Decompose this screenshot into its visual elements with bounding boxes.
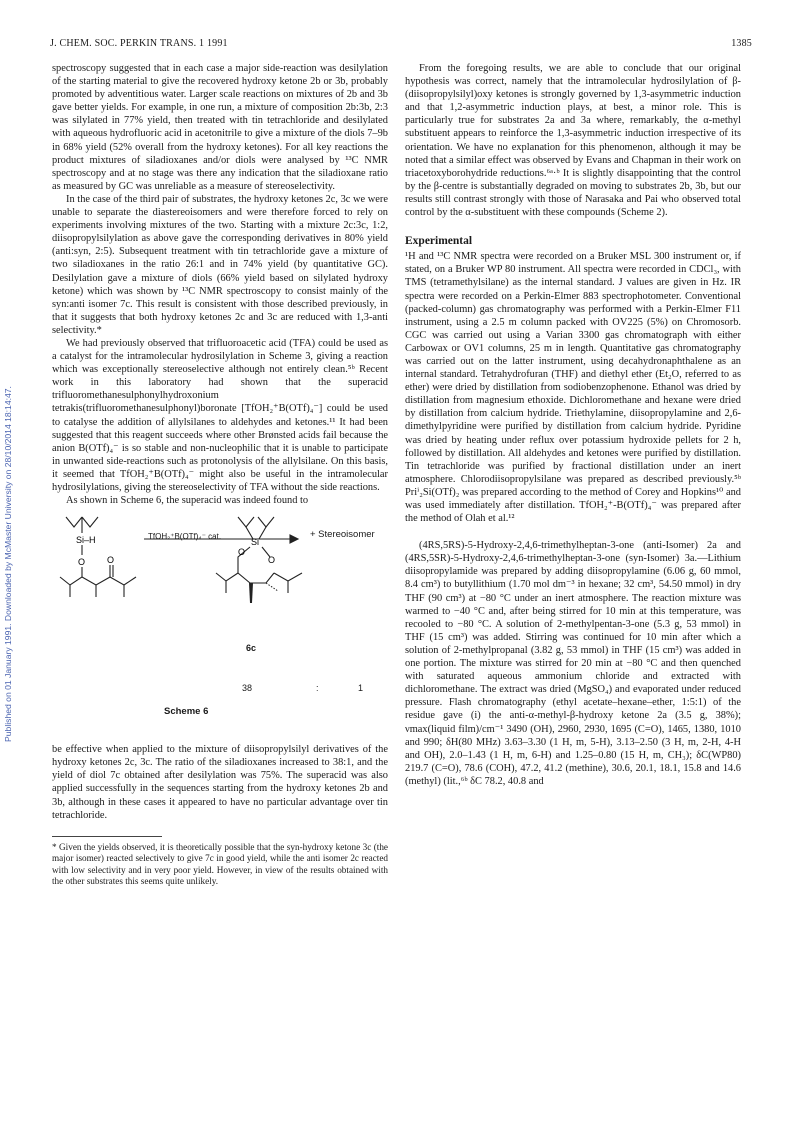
paragraph: In the case of the third pair of substrates, the hydroxy ketones 2c, 3c we were unable to separate the diastereoisomers and were therefore forced to rely on experiments involving mixtures of the two. Starting with a mixture 2c:3c, 1:2, diisopropylsilylation as above gave the corresponding derivatives in 80% yield (anti:syn, 2:5). Subsequent treatment with tin tetrachloride gave a mixture of two siladioxanes in the ratio 26:1 and in 74% yield (by quantitative GC). Desilylation gave a mixture of diols (66% yield based on silylated hydroxy ketone) which was shown by ¹³C NMR spectroscopy to consist mainly of the syn:anti isomer 7c. This result is consistent with those described previously, in that it suggests that both hydroxy ketones 2c and 3c are reduced with 1,3-anti selectivity.* [52, 193, 388, 336]
atom-oxygen: O [78, 557, 86, 568]
page-number: 1385 [731, 38, 752, 49]
carbon-chain [82, 577, 110, 585]
reagent-label: TfOH₂⁺B(OTf)₄⁻ cat. [148, 532, 222, 542]
download-watermark [2, 0, 14, 1127]
paragraph: We had previously observed that trifluoroacetic acid (TFA) could be used as a catalyst for the intramolecular hydrosilylation in Scheme 3, giving a reaction which was exceptionally stereoselective although not entirely clean.⁵ᵇ Recent work in this laboratory had shown that the superacid trifluoromethanesulphonylhydroxonium tetrakis(trifluoromethanesulphonyl)boronate [TfOH₂⁺B(OTf)₄⁻] could be used to catalyse the addition of allylsilanes to aldehydes and ketones.¹¹ It had been suggested that this reagent succeeds where other Brønsted acids fail because the anion B(OTf)₄⁻ is so stable and non-nucleophilic that it is unable to participate in unwanted side-reactions such as protonolysis of the allylsilane. On this basis, it seemed that TfOH₂⁺B(OTf)₄⁻ might also be useful in the intramolecular hydrosilylations, giving the stereoselectivity of TFA without the side reactions. [52, 337, 388, 493]
carbon-chain [110, 577, 136, 585]
atom-si-h: Si–H [76, 535, 96, 546]
paragraph: From the foregoing results, we are able to conclude that our original hypothesis was correct, namely that the intramolecular hydrosilylation of β-(diisopropylsilyl)oxy ketones is strongly governed by 1,3-asymmetric induction and that 1,2-asymmetric induction plays, at best, a minor role. This is particularly true for substrates 2a and 3a where, remarkably, the α-methyl substituent appears to reinforce the 1,3-asymmetric induction irrespective of its orientation. We have no explanation for this phenomenon, although it may be noted that a similar effect was observed by Evans and Chapman in their work on triacetoxyborohydride reductions.⁶ᵃ·ᵇ It is slightly disappointing that the control by the β-centre is substantially degraded on moving to substrates 2b, 3b, but our results still contrast strongly with those of Narasaka and Pai who observed total control by the α-substituent with these compounds (Scheme 2). [405, 63, 741, 219]
isopropyl-bond [238, 517, 254, 527]
footnote-divider [52, 836, 162, 837]
paragraph: be effective when applied to the mixture of diisopropylsilyl derivatives of the hydroxy ketones 2c, 3c. The ratio of the siladioxanes increased to 38:1, and the yield of diol 7c obtained after desilylation was 75%. The superacid was also applied successfully in the sequences starting from the hydroxy ketones 2b and 3b, although in these cases it appeared to have no particular advantage over tin tetrachloride. [52, 744, 388, 821]
atom-oxygen: O [107, 555, 115, 566]
scheme-caption: Scheme 6 [164, 706, 209, 718]
paragraph: As shown in Scheme 6, the superacid was indeed found to [66, 495, 309, 507]
journal-title: J. CHEM. SOC. PERKIN TRANS. 1 1991 [50, 38, 228, 49]
isopropyl-bond [258, 517, 274, 527]
compound-label: 6c [246, 643, 257, 654]
hashed-bond [266, 583, 278, 591]
running-head [50, 38, 752, 52]
atom-oxygen: O [238, 547, 246, 558]
arrowhead [290, 535, 298, 543]
section-heading: Experimental [405, 235, 473, 248]
ratio-major: 38 [242, 683, 253, 694]
paragraph: spectroscopy suggested that in each case a major side-reaction was desilylation of the starting material to give the recovered hydroxy ketone 2b or 3b, probably promoted by adventitious water. Larger scale reactions on mixtures of 2b and 3b gave better yields. For example, in one run, a mixture of composition 2b:3b, 2:3 was silylated in 77% yield, then treated with tin tetrachloride and desilylated with aqueous hydrofluoric acid in acetonitrile to give a mixture of the diols 7–9b in 68% yield (52% overall from the hydroxy ketones). For all key reactions the product mixtures of siladioxanes and/or diols were analysed by ¹³C NMR spectroscopy and at no stage was there any indication that the siladioxane ratio as measured by GC was unreliable as a measure of stereoselectivity. [52, 63, 388, 192]
ratio-minor: 1 [358, 683, 364, 694]
download-note: Published on 01 January 1991. Downloaded by McMaster University on 28/10/2014 18:14:47. [3, 385, 13, 742]
stereoisomer-label: + Stereoisomer [310, 529, 375, 541]
paragraph: ¹H and ¹³C NMR spectra were recorded on a Bruker MSL 300 instrument or, if stated, on a Bruker WP 80 instrument. All spectra were recorded in CDCl₃, with TMS (tetramethylsilane) as the internal standard. J values are given in Hz. IR spectra were recorded on a Perkin-Elmer 883 spectrophotometer. Conventional (packed-column) gas chromatography was performed with a Perkin-Elmer F11 instrument, using a 2.5 m column packed with OV225 (5%) on Chromosorb. CGC was carried out using a Varian 3300 gas chromatograph with either Carbowax or OV1 columns, 25 m in length. Quantitative gas chromatography was carried out on the latter instrument, using decahydronaphthalene as an internal standard. Tetrahydrofuran (THF) and diethyl ether (Et₂O, referred to as ether) were dried by distillation from sodiobenzophenone. Ethanol was dried by distillation from magnesium ethoxide. Dichloromethane and hexane were dried by distillation from calcium hydride. Triethylamine, diisopropylamine and 2,6-dimethylpyridine were purified by distillation from calcium hydride. Pyridine was dried by heating under reflux over potassium hydroxide pellets for 2 h, followed by distillation. All aldehydes and ketones were purified by distillation. Tin tetrachloride was purified by fractional distillation under an inert atmosphere. Chlorodiisopropylsilane was prepared as described previously.⁵ᵇ Priⁱ₂Si(OTf)₂ was prepared according to the method of Corey and Hopkins¹⁰ and was used immediately after distillation. TfOH₂⁺-B(OTf)₄⁻ was prepared after the method of Olah et al.¹² [405, 251, 741, 525]
atom-oxygen: O [268, 555, 276, 566]
carbon-chain [60, 567, 82, 585]
left-column [52, 62, 388, 887]
si-bond [259, 527, 266, 539]
isopropyl-bond [66, 517, 82, 527]
wedge-methyl [249, 583, 253, 603]
ratio-separator: : [316, 683, 319, 694]
paragraph: (4RS,5RS)-5-Hydroxy-2,4,6-trimethylheptan-3-one (anti-Isomer) 2a and (4RS,5SR)-5-Hydroxy-2,4,6-trimethylheptan-3-one (syn-Isomer) 3a.—Lithium diisopropylamide was prepared by adding diisopropylamine (6.06 g, 60 mmol, 8.4 cm³) to butyllithium (1.70 mol dm⁻³ in hexane; 32 cm³, 54.50 mmol) in dry THF (90 cm³) at −80 °C under an inert atmosphere. The reaction mixture was warmed to −40 °C and, after being stirred for 10 min at this temperature, was recooled to −80 °C. A solution of 2-methylpentan-3-one (5.3 g, 53 mmol) in THF (15 cm³) was added. Stirring was continued for 10 min after which a solution of 2-methylpropanal (3.82 g, 53 mmol) in THF (15 cm³) was added in one portion. The mixture was stirred for 20 min at −80 °C and then quenched with saturated aqueous ammonium chloride and extracted with dichloromethane. The extract was dried (MgSO₄) and evaporated under reduced pressure. Flash chromatography (ethyl acetate–hexane–ether, 1:5:1) of the residue gave (i) the anti-α-methyl-β-hydroxy ketone 2a (3.5 g, 38%); νmax(liquid film)/cm⁻¹ 3490 (OH), 2960, 2930, 1695 (C=O), 1465, 1380, 1010 and 990; δH(80 MHz) 3.63–3.30 (1 H, m, 5-H), 3.13–2.50 (3 H, m, 2-H, 4-H and OH), 2.0–1.43 (1 H, m, 6-H) and 1.25–0.80 (15 H, m, CH₃); δC(WP80) 219.7 (C=O), 78.6 (COH), 47.2, 41.2 (methine), 30.6, 20.1, 18.1, 15.8 and 14.6 (methyl) (lit.,⁶ᵇ δC 78.2, 40.8 and [405, 540, 741, 787]
isopropyl-bond [82, 517, 98, 527]
right-column [405, 62, 741, 788]
footnote: * Given the yields observed, it is theoretically possible that the syn-hydroxy ketone 3c (the major isomer) reacted selectively to give 7c in good yield, while the anti isomer 2c reacted with low selectivity and in very poor yield. However, in view of the results obtained with the other substrates this seems quite unlikely. [52, 841, 388, 886]
chain-bond [274, 573, 302, 581]
atom-silicon: Si [251, 537, 260, 548]
chain-bond [216, 573, 238, 581]
scheme-6-figure [52, 513, 388, 739]
